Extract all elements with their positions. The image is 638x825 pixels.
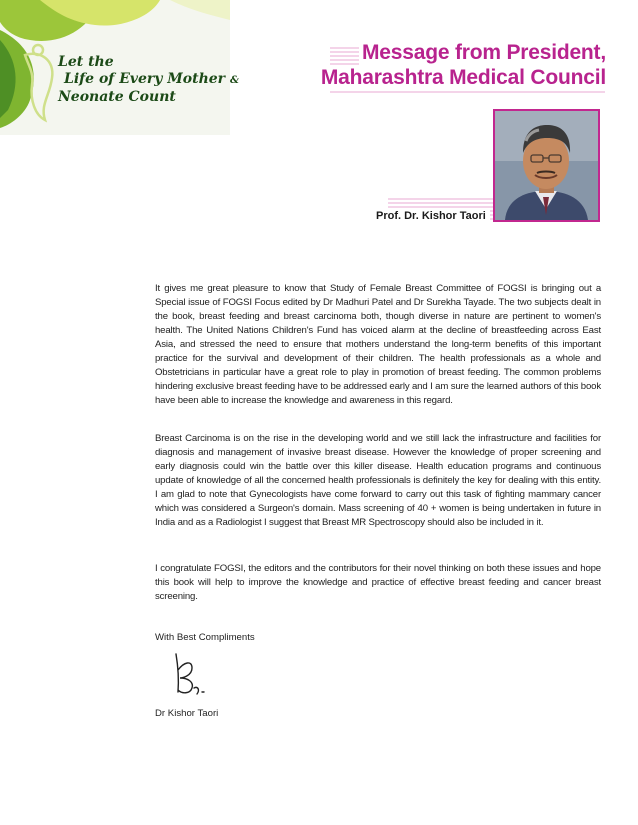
page-title	[296, 40, 606, 90]
paragraph-2: Breast Carcinoma is on the rise in the developing world and we still lack the infrastructure and facilities for diagnosis and management of invasive breast disease. However the knowledge of proper screening and early diagnosis could win the battle over this killer disease. Health education programs and continuous update of knowledge of all the concerned health professionals is definitely the key for dealing with this entity. I am glad to note that Gynecologists have come forward to carry out this task of fighting mammary cancer which was considered a Surgeon's domain. Mass screening of 40 + women is being undertaken in future in India and as a Radiologist I suggest that Breast MR Spectroscopy should also be included in it.	[155, 433, 601, 528]
logo-line-2-wrap	[64, 71, 239, 89]
signer-name: Dr Kishor Taori	[155, 708, 219, 719]
logo-line-2: Life of Every Mother	[64, 71, 226, 87]
handwritten-signature	[170, 648, 215, 698]
paragraph-3: I congratulate FOGSI, the editors and the contributors for their novel thinking on both these issues and hope this book will help to improve the knowledge and practice of effective breast feeding and cancer breast screening.	[155, 563, 601, 602]
closing-line: With Best Compliments	[155, 632, 255, 643]
logo-line-1: Let the	[58, 54, 114, 70]
author-caption: Prof. Dr. Kishor Taori	[376, 210, 490, 222]
campaign-logo	[0, 0, 239, 135]
logo-slogan	[58, 54, 239, 106]
title-line-1: Message from President,	[359, 40, 606, 65]
portrait-image	[495, 111, 598, 220]
logo-line-3: Neonate Count	[58, 89, 176, 105]
author-portrait	[493, 109, 600, 222]
title-line-2: Maharashtra Medical Council	[318, 65, 606, 90]
paragraph-1: It gives me great pleasure to know that Study of Female Breast Committee of FOGSI is bringing out a Special issue of FOGSI Focus edited by Dr Madhuri Patel and Dr Surekha Tayade. The two subjects dealt in the book, breast feeding and breast carcinoma both, though diverse in nature are pertinent to women's health. The United Nations Children's Fund has voiced alarm at the decline of breastfeeding across East Asia, and stressed the need to ensure that mothers understand the long-term benefits of this important practice for the survival and development of their children. The health professionals as a whole and Obstetricians in particular have a great role to play in promotion of breast feeding. The common problems hindering exclusive breast feeding have to be addressed early and I am sure the learned authors of this book have been able to increase the knowledge and awareness in this regard.	[155, 283, 601, 406]
logo-ampersand: &	[229, 75, 239, 86]
